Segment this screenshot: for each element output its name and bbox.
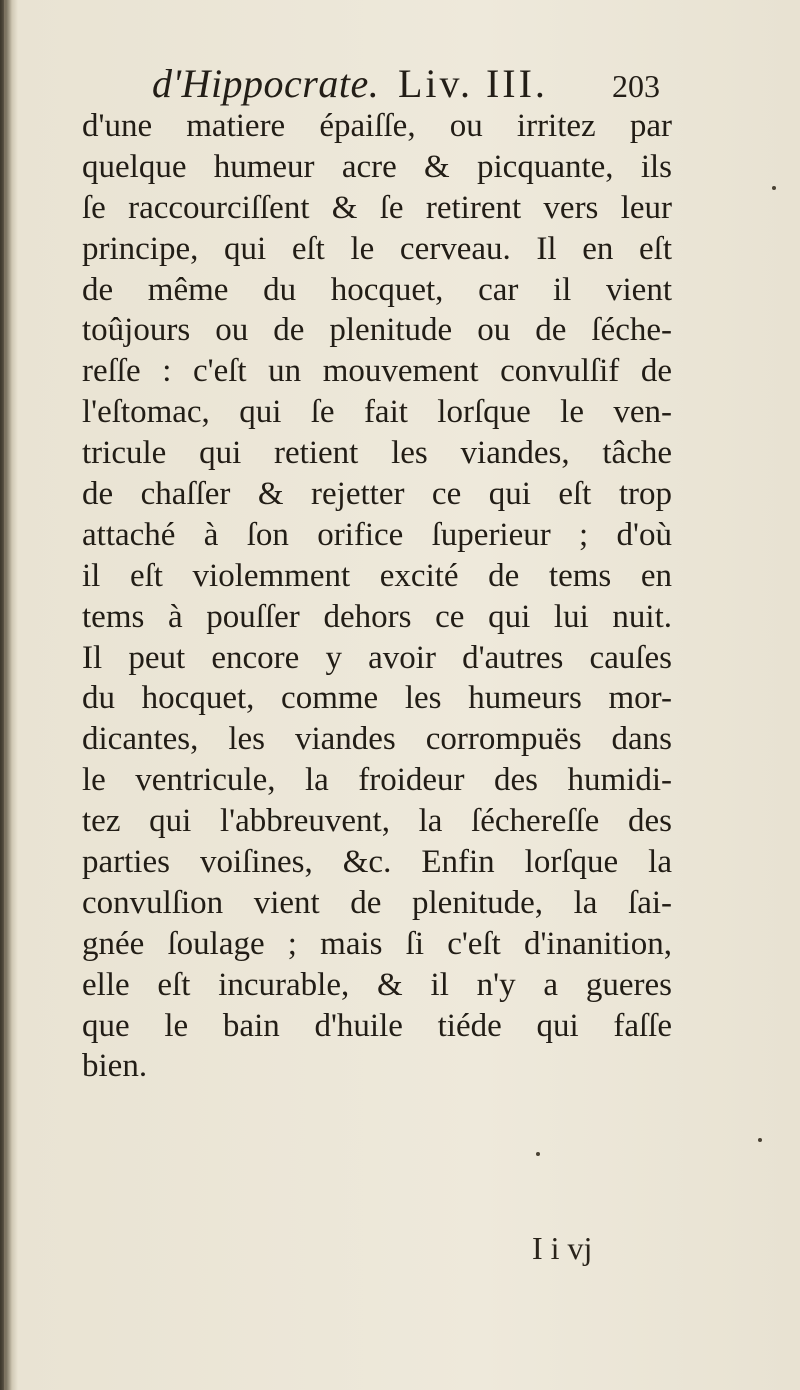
- paper-speck: [536, 1152, 540, 1156]
- text-line: tricule qui retient les viandes, tâche: [82, 435, 672, 472]
- text-line: toûjours ou de plenitude ou de ſéche-: [82, 312, 672, 349]
- signature-mark: I i vj: [532, 1230, 593, 1266]
- running-head-book: Liv. III.: [398, 61, 548, 106]
- text-line: de chaſſer & rejetter ce qui eſt trop: [82, 476, 672, 513]
- text-line: convulſion vient de plenitude, la ſai-: [82, 884, 672, 921]
- text-line: attaché à ſon orifice ſuperieur ; d'où: [82, 516, 672, 553]
- text-line: tez qui l'abbreuvent, la ſéchereſſe des: [82, 803, 672, 840]
- text-line: de même du hocquet, car il vient: [82, 271, 672, 308]
- running-head-title: d'Hippocrate.: [152, 61, 380, 106]
- text-line: elle eſt incurable, & il n'y a gueres: [82, 966, 672, 1003]
- page-edge: [4, 0, 6, 1390]
- paper-speck: [758, 1138, 762, 1142]
- running-head: [140, 58, 680, 110]
- text-line: l'eſtomac, qui ſe fait lorſque le ven-: [82, 394, 672, 431]
- text-line: le ventricule, la froideur des humidi-: [82, 762, 672, 799]
- text-line: que le bain d'huile tiéde qui faſſe: [82, 1007, 672, 1044]
- text-line: d'une matiere épaiſſe, ou irritez par: [82, 108, 672, 144]
- text-line: Il peut encore y avoir d'autres cauſes: [82, 639, 672, 676]
- text-line: parties voiſines, &c. Enfin lorſque la: [82, 844, 672, 881]
- text-line: du hocquet, comme les humeurs mor-: [82, 680, 672, 717]
- text-line: reſſe : c'eſt un mouvement convulſif de: [82, 353, 672, 390]
- body-text: [82, 106, 672, 1087]
- binding-shadow: [0, 0, 12, 1390]
- paper-speck: [772, 186, 776, 190]
- text-line: dicantes, les viandes corrompuës dans: [82, 721, 672, 758]
- text-line: tems à pouſſer dehors ce qui lui nuit.: [82, 598, 672, 635]
- text-line: quelque humeur acre & picquante, ils: [82, 148, 672, 185]
- text-line: il eſt violemment excité de tems en: [82, 557, 672, 594]
- text-line: ſe raccourciſſent & ſe retirent vers leur: [82, 189, 672, 226]
- page-number: 203: [612, 68, 660, 104]
- text-line: principe, qui eſt le cerveau. Il en eſt: [82, 230, 672, 267]
- text-line: bien.: [82, 1048, 148, 1085]
- text-line: gnée ſoulage ; mais ſi c'eſt d'inanition,: [82, 925, 672, 962]
